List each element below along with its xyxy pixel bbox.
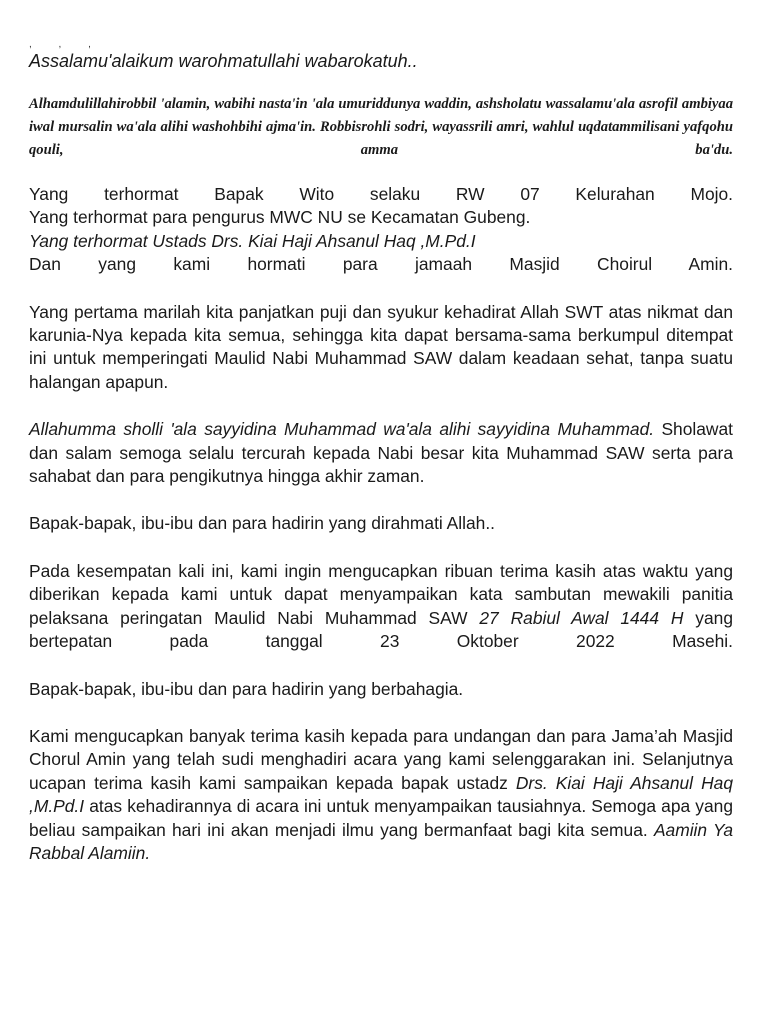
opening-prayer: Alhamdulillahirobbil 'alamin, wabihi nasta'in 'ala umuriddunya waddin, ashsholatu wassalamu'ala asrofil ambiyaa iwal mursalin wa'ala alihi washohbihi ajma'in. Robbisrohli sodri, wayassrili amri, wahlul uqdatammilisani yafqohu qouli, amma ba'du. [29,96,733,158]
thanks-text-1: Kami mengucapkan banyak terima kasih kepada para undangan dan para Jama’ah Masjid Chorul Amin yang telah sudi menghadiri acara yang kami selenggarakan ini. Selanjutnya ucapan terima kasih kami sampaikan kepada bapak ustadz [29,725,733,793]
paragraph-occasion [29,560,733,654]
thanks-closing: Aamiin Ya Rabbal Alamiin. [29,819,733,863]
respect-line-mwc: Yang terhormat para pengurus MWC NU se Kecamatan Gubeng. [29,207,531,228]
occasion-text-2: yang bertepatan pada tanggal 23 Oktober 2022 Masehi. [29,607,734,652]
occasion-hijri-date: 27 Rabiul Awal 1444 H [479,607,684,628]
paragraph-gratitude: Yang pertama marilah kita panjatkan puji dan syukur kehadirat Allah SWT atas nikmat dan karunia-Nya kepada kita semua, sehingga kita dapat bersama-sama berkumpul ditempat ini untuk memperingati Maulid Nabi Muhammad SAW dalam keadaan sehat, tanpa suatu halangan apapun. [29,301,733,392]
thanks-text-2: atas kehadirannya di acara ini untuk menyampaikan tausiahnya. Semoga apa yang beliau sampaikan hari ini akan menjadi ilmu yang bermanfaat bagi kita semua. [29,796,733,840]
paragraph-thanks [29,725,733,865]
thanks-speaker: Drs. Kiai Haji Ahsanul Haq ,M.Pd.I [29,772,733,817]
sholawat-arabic: Allahumma sholli 'ala sayyidina Muhammad wa'ala alihi sayyidina Muhammad. [29,419,655,440]
occasion-text-1: Pada kesempatan kali ini, kami ingin mengucapkan ribuan terima kasih atas waktu yang diberikan kepada kami untuk dapat menyampaikan kata sambutan mewakili panitia pelaksana peringatan Maulid Nabi Muhammad SAW [29,560,733,628]
greeting: Assalamu'alaikum warohmatullahi wabarokatuh.. [29,51,418,71]
paragraph-sholawat [29,418,733,488]
sholawat-text: Sholawat dan salam semoga selalu tercurah kepada Nabi besar kita Muhammad SAW serta para sahabat dan para pengikutnya hingga akhir zaman. [29,419,733,487]
respects-block [29,183,733,277]
address-hadirin-1: Bapak-bapak, ibu-ibu dan para hadirin yang dirahmati Allah.. [29,513,495,534]
address-hadirin-2: Bapak-bapak, ibu-ibu dan para hadirin yang berbahagia. [29,678,464,699]
document-page [29,40,733,865]
respect-line-ustads: Yang terhormat Ustads Drs. Kiai Haji Ahsanul Haq ,M.Pd.I [29,230,476,251]
clipped-top-marks: , , , [29,40,103,50]
respect-line-rw: Yang terhormat Bapak Wito selaku RW 07 Kelurahan Mojo. [29,184,733,204]
respect-line-jamaah: Dan yang kami hormati para jamaah Masjid Choirul Amin. [29,254,733,275]
